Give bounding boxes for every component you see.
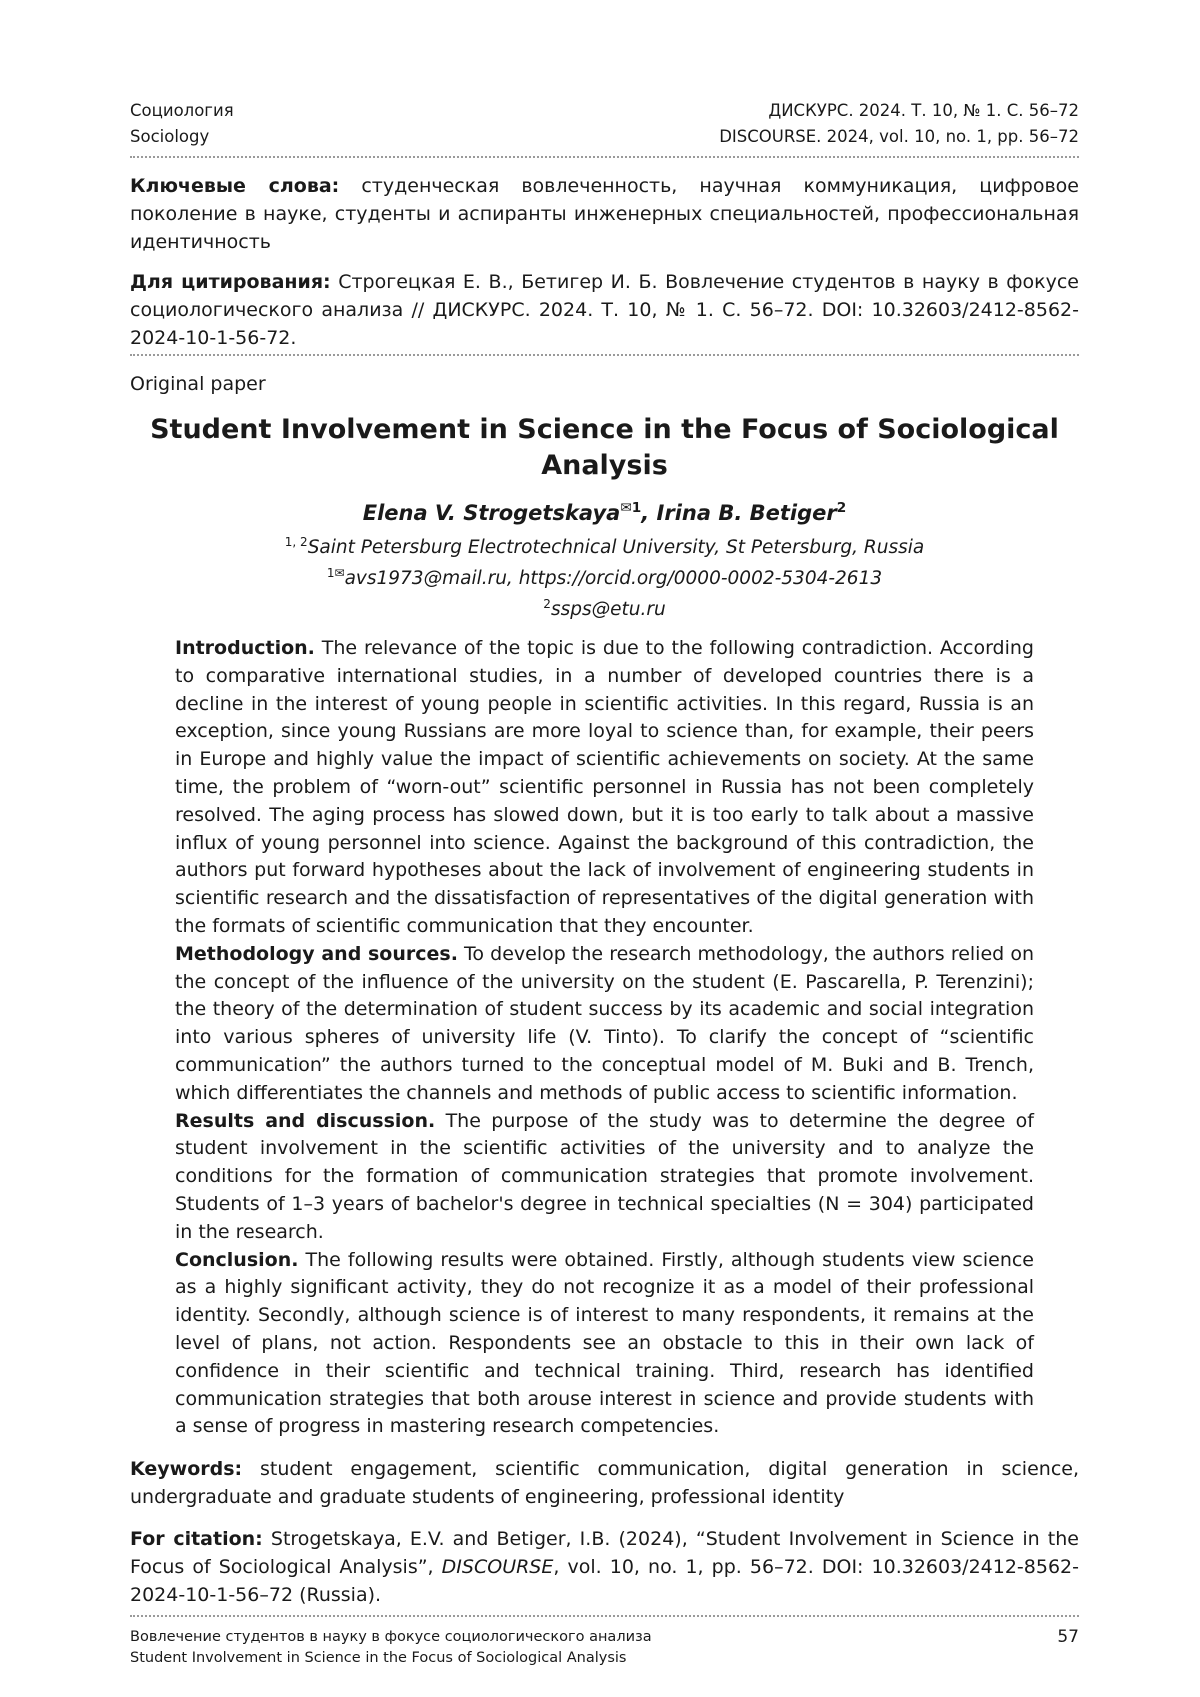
affiliation-marks: 1, 2 [284,534,308,549]
page-number: 57 [1057,1627,1079,1648]
ru-keywords-label: Ключевые слова: [130,175,340,197]
abstract-introduction [175,635,1034,941]
author-1-marks: ✉1 [620,500,642,516]
contact-2 [130,594,1079,625]
ru-citation-label: Для цитирования: [130,271,331,293]
footer-title-ru: Вовлечение студентов в науку в фокусе социологического анализа [130,1629,652,1646]
abstract-results-text: The purpose of the study was to determine the degree of student involvement in the scientific activities of the university and to analyze the conditions for the formation of communication strategies that promote involvement. Students of 1–3 years of bachelor's degree in technical specialties (N = 304) participated in the research. [175,1109,1034,1243]
footer-titles [130,1627,652,1669]
affiliation [130,532,1079,563]
ru-section-divider [130,354,1079,356]
contact-1-text: avs1973@mail.ru, https://orcid.org/0000-0002-5304-2613 [344,568,883,589]
section-label-ru: Социология [130,101,234,120]
section-label [130,98,234,150]
ru-keywords [130,172,1079,256]
ru-citation-text: Строгецкая Е. В., Бетигер И. Б. Вовлечение студентов в науку в фокусе социологического анализа // ДИСКУРС. 2024. Т. 10, № 1. С. 56–72. DOI: 10.32603/2412-8562-2024-10-1-56-72. [130,271,1079,349]
en-citation-text-b: , vol. 10, no. 1, pp. 56–72. DOI: 10.32603/2412-8562-2024-10-1-56–72 (Russia). [130,1556,1079,1607]
author-separator: , [641,501,657,525]
contact-2-marks: 2 [543,596,551,611]
running-header [130,98,1079,150]
abstract-conclusion-text: The following results were obtained. Firstly, although students view science as a highly significant activity, they do not recognize it as a model of their professional identity. Secondly, although science is of interest to many respondents, it remains at the level of plans, not action. Respondents see an obstacle to this in their own lack of confidence in their scientific and technical training. Third, research has identified communication strategies that both arouse interest in science and provide students with a sense of progress in mastering research competencies. [175,1248,1034,1438]
author-2: Irina B. Betiger [656,501,837,525]
header-divider [130,156,1079,158]
contact-1-marks: 1✉ [326,565,345,580]
abstract-introduction-label: Introduction. [175,637,315,659]
footer-divider [130,1615,1079,1617]
journal-info-ru: ДИСКУРС. 2024. Т. 10, № 1. С. 56–72 [768,101,1079,120]
abstract-conclusion-label: Conclusion. [175,1248,299,1271]
en-keywords-text: student engagement, scientific communication, digital generation in science, undergraduate and graduate students of engineering, professional identity [130,1458,1079,1509]
abstract-methodology [175,941,1034,1108]
en-citation [130,1525,1079,1609]
en-keywords-label: Keywords: [130,1458,243,1481]
authors-line [130,498,1079,528]
abstract-results [175,1108,1034,1247]
paper-page [130,98,1079,1669]
en-citation-text-a: Strogetskaya, E.V. and Betiger, I.B. (2024), “Student Involvement in Science in the Focus of Sociological Analysis”, [130,1528,1079,1579]
paper-title: Student Involvement in Science in the Focus of Sociological Analysis [150,414,1059,481]
page-footer [130,1627,1079,1669]
section-label-en: Sociology [130,127,210,146]
journal-info-en: DISCOURSE. 2024, vol. 10, no. 1, pp. 56–72 [719,127,1079,146]
affiliation-text: Saint Petersburg Electrotechnical University, St Petersburg, Russia [307,537,925,558]
abstract-methodology-text: To develop the research methodology, the authors relied on the concept of the influence of the university on the student (E. Pascarella, P. Terenzini); the theory of the determination of student success by its academic and social integration into various spheres of university life (V. Tinto). To clarify the concept of “scientific communication” the authors turned to the conceptual model of M. Buki and B. Trench, which differentiates the channels and methods of public access to scientific information. [175,942,1034,1104]
footer-title-en: Student Involvement in Science in the Focus of Sociological Analysis [130,1650,627,1667]
abstract-methodology-label: Methodology and sources. [175,942,458,965]
en-citation-label: For citation: [130,1528,263,1551]
author-2-marks: 2 [836,500,847,516]
abstract-results-label: Results and discussion. [175,1109,436,1132]
abstract-introduction-text: The relevance of the topic is due to the following contradiction. According to comparative international studies, in a number of developed countries there is a decline in the interest of young people in scientific activities. In this regard, Russia is an exception, since young Russians are more loyal to science than, for example, their peers in Europe and highly value the impact of scientific achievements on society. At the same time, the problem of “worn-out” scientific personnel in Russia has not been completely resolved. The aging process has slowed down, but it is too early to talk about a massive influx of young personnel into science. Against the background of this contradiction, the authors put forward hypotheses about the lack of involvement of engineering students in scientific research and the dissatisfaction of representatives of the digital generation with the formats of scientific communication that they encounter. [175,637,1034,937]
abstract-conclusion [175,1247,1034,1442]
author-1: Elena V. Strogetskaya [362,501,621,525]
en-citation-journal: DISCOURSE [441,1556,554,1579]
contact-2-text: ssps@etu.ru [550,599,666,620]
en-keywords [130,1455,1079,1511]
ru-citation [130,268,1079,352]
ru-keywords-text: студенческая вовлеченность, научная коммуникация, цифровое поколение в науке, студенты и аспиранты инженерных специальностей, профессиональная идентичность [130,175,1079,253]
journal-info [719,98,1079,150]
contact-1 [130,563,1079,594]
abstract [175,635,1034,1441]
paper-type: Original paper [130,373,266,395]
